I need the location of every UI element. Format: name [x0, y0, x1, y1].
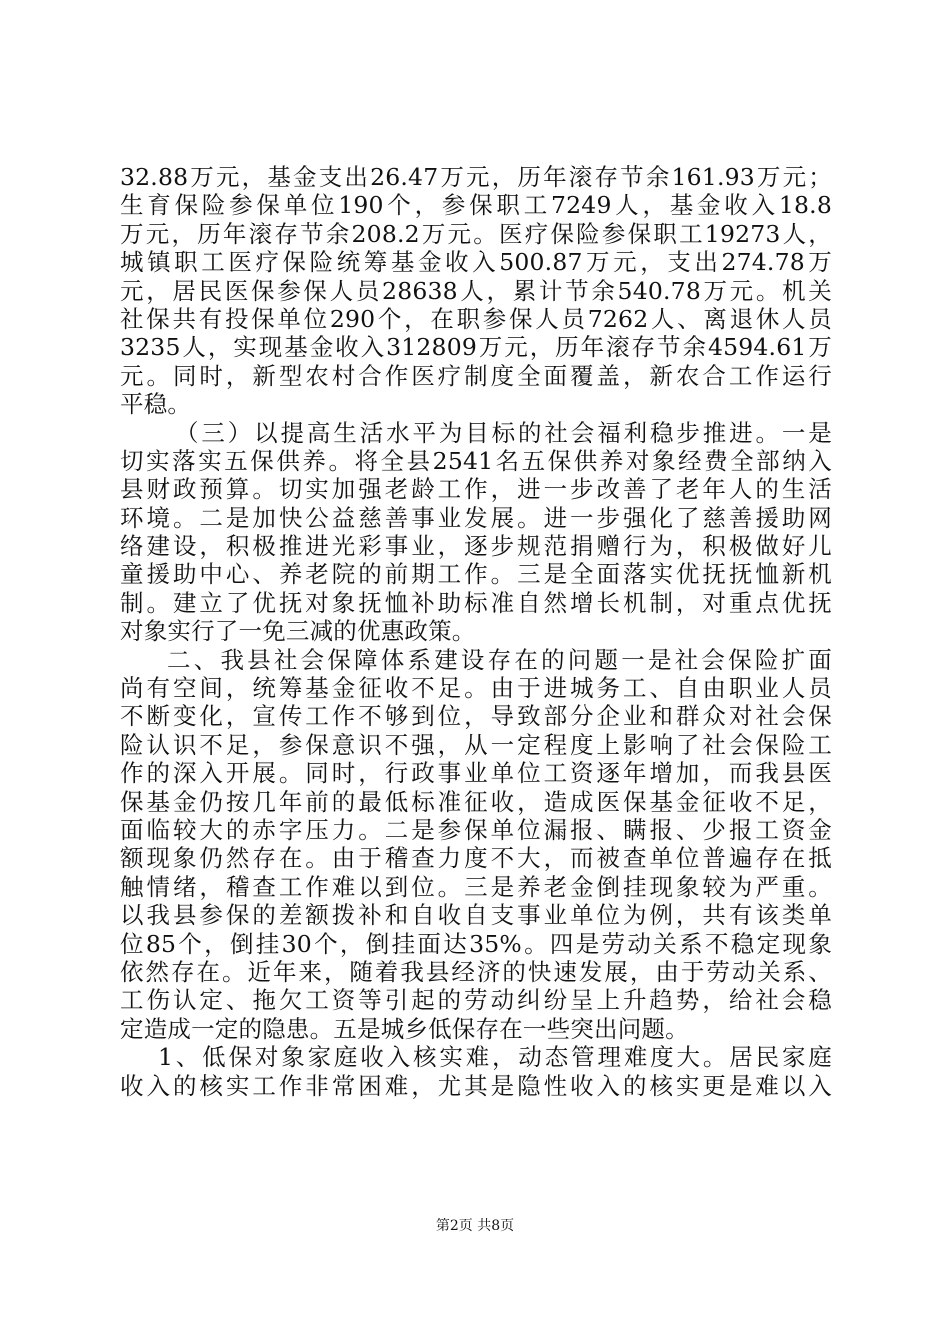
text-line: 依然存在。近年来，随着我县经济的快速发展，由于劳动关系、: [120, 957, 832, 986]
text-line: 定造成一定的隐患。五是城乡低保存在一些突出问题。: [120, 1014, 689, 1043]
text-line: 工伤认定、拖欠工资等引起的劳动纠纷呈上升趋势，给社会稳: [120, 986, 832, 1015]
text-line: 环境。二是加快公益慈善事业发展。进一步强化了慈善援助网: [120, 503, 832, 532]
text-line: 32.88万元，基金支出26.47万元，历年滚存节余161.93万元；: [120, 163, 832, 191]
text-line: 不断变化，宣传工作不够到位，导致部分企业和群众对社会保: [120, 702, 832, 731]
text-line: 面临较大的赤字压力。二是参保单位漏报、瞒报、少报工资金: [120, 815, 832, 844]
text-line: 作的深入开展。同时，行政事业单位工资逐年增加，而我县医: [120, 759, 832, 788]
text-line: 县财政预算。切实加强老龄工作，进一步改善了老年人的生活: [120, 475, 832, 504]
text-line: 额现象仍然存在。由于稽查力度不大，而被查单位普遍存在抵: [120, 844, 832, 873]
page-number-footer: 第2页 共8页: [435, 1218, 515, 1234]
text-line: 触情绪，稽查工作难以到位。三是养老金倒挂现象较为严重。: [120, 872, 832, 901]
text-line: 制。建立了优抚对象抚恤补助标准自然增长机制，对重点优抚: [120, 588, 832, 617]
text-line: 对象实行了一免三减的优惠政策。: [120, 617, 476, 646]
text-line: 以我县参保的差额拨补和自收自支事业单位为例，共有该类单: [120, 901, 832, 930]
text-line: 城镇职工医疗保险统筹基金收入500.87万元，支出274.78万: [120, 248, 832, 277]
section-heading-line: （三）以提高生活水平为目标的社会福利稳步推进。一是: [175, 418, 832, 447]
text-line: 位85个，倒挂30个，倒挂面达35%。四是劳动关系不稳定现象: [120, 929, 832, 958]
text-line: 生育保险参保单位190个，参保职工7249人，基金收入18.8: [120, 191, 832, 220]
text-line: 收入的核实工作非常困难，尤其是隐性收入的核实更是难以入: [120, 1071, 832, 1100]
text-line: 切实落实五保供养。将全县2541名五保供养对象经费全部纳入: [120, 446, 832, 475]
text-line: 元，居民医保参保人员28638人，累计节余540.78万元。机关: [120, 276, 832, 305]
text-line: 3235人，实现基金收入312809万元，历年滚存节余4594.61万: [120, 333, 832, 362]
section-heading-line: 二、我县社会保障体系建设存在的问题一是社会保险扩面: [167, 645, 832, 674]
text-line: 童援助中心、养老院的前期工作。三是全面落实优抚抚恤新机: [120, 560, 832, 589]
text-line: 社保共有投保单位290个，在职参保人员7262人、离退休人员: [120, 304, 832, 333]
list-item-line: 1、低保对象家庭收入核实难，动态管理难度大。居民家庭: [158, 1043, 832, 1072]
body-text: [120, 163, 832, 1100]
text-line: 尚有空间，统筹基金征收不足。由于进城务工、自由职业人员: [120, 674, 832, 703]
text-line: 元。同时，新型农村合作医疗制度全面覆盖，新农合工作运行: [120, 361, 832, 390]
text-line: 络建设，积极推进光彩事业，逐步规范捐赠行为，积极做好儿: [120, 532, 832, 561]
text-line: 保基金仍按几年前的最低标准征收，造成医保基金征收不足，: [120, 787, 832, 816]
text-line: 万元，历年滚存节余208.2万元。医疗保险参保职工19273人，: [120, 219, 832, 248]
text-line: 平稳。: [120, 390, 192, 419]
text-line: 险认识不足，参保意识不强，从一定程度上影响了社会保险工: [120, 730, 832, 759]
